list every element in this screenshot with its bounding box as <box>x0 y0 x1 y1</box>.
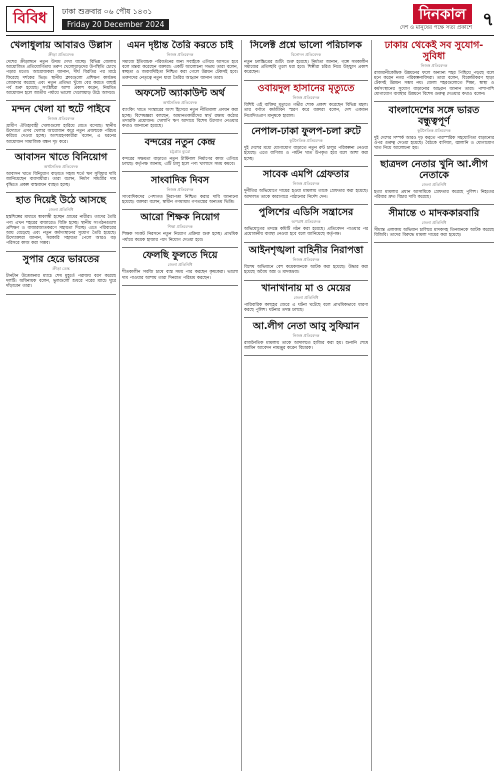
article-byline: নিজস্ব প্রতিবেদক <box>292 181 320 187</box>
article-divider <box>374 204 494 205</box>
article-body: হস্তশিল্পের মাধ্যমে স্বাবলম্বী হচ্ছেন গ্রামের নারীরা। তাদের তৈরি পণ্য এখন শহরের বাজারেও বিক্রি হচ্ছে। স্থানীয় সংগঠনগুলো প্রশিক্ষণ ও বাজারজাতকরণে সহায়তা দিচ্ছে। এতে পরিবারের আয় বেড়েছে এবং নতুন কর্মসংস্থানের সুযোগ তৈরি হয়েছে। উদ্যোক্তারা জানান, সরকারি সহায়তা পেলে আরও বড় পরিসরে কাজ করা সম্ভব। <box>6 215 116 247</box>
article <box>6 152 116 188</box>
article-byline: জেলা প্রতিনিধি <box>167 262 193 268</box>
article-headline: সিলেক্ট প্রশ্নে ভালো পরিচালক <box>250 40 362 51</box>
article-divider <box>122 171 238 172</box>
article-byline: নিজস্ব প্রতিবেদক <box>292 332 320 338</box>
article-byline: শিক্ষা প্রতিবেদক <box>167 224 193 230</box>
article-body: গ্রামীণ ঐতিহ্যবাহী খেলাগুলো হারিয়ে যেতে বসেছে। স্থানীয় উদ্যোগে এসব খেলার আয়োজন করে নতুন প্রজন্মকে পরিচয় করিয়ে দেওয়া হচ্ছে। অংশগ্রহণকারীরা বলেন, এ ধরনের আয়োজন সামাজিক বন্ধন দৃঢ় করে। <box>6 123 116 145</box>
article-body: ব্যাংকিং খাতে সংস্কারের অংশ হিসেবে নতুন নীতিমালা প্রণয়ন করা হচ্ছে। বিশেষজ্ঞরা বলছেন, আমানতকারীদের স্বার্থ রক্ষায় কঠোর তদারকি প্রয়োজন। খেলাপি ঋণ আদায়ে বিশেষ উদ্যোগ নেওয়ার কথাও জানানো হয়েছে। <box>122 108 238 129</box>
article-body: পারিবারিক কলহের জেরে এ ঘটনা ঘটেছে বলে প্রাথমিকভাবে ধারণা করছে পুলিশ। ঘটনার তদন্ত চলছে। <box>244 303 368 314</box>
article <box>6 40 116 96</box>
article-headline: সাবেক এমপি গ্রেফতার <box>262 169 350 181</box>
article-headline: নেপাল-ঢাকা ফুলপ-চলা রুটে <box>251 126 361 138</box>
page-number: ৭ <box>482 9 494 30</box>
article-divider <box>244 280 368 281</box>
article-byline: অর্থনৈতিক প্রতিবেদক <box>162 100 198 106</box>
article-headline: এমন দৃষ্টান্ত তৈরি করতে চাই <box>127 40 233 51</box>
article-headline: বন্দরের নতুন কেন্দ্র <box>144 136 216 148</box>
article-body: সমাজে ইতিবাচক পরিবর্তনের জন্য সবাইকে এগিয়ে আসতে হবে বলে মন্তব্য করেছেন বক্তারা। একটি আলোচনা সভায় তারা বলেন, স্বচ্ছতা ও জবাবদিহিতা নিশ্চিত করা গেলে উন্নয়ন টেকসই হবে। তরুণদের নেতৃত্বে নতুন ধারা তৈরির আহ্বান জানান তারা। <box>122 60 238 81</box>
article-body: আবাসন খাতে বিনিয়োগ বাড়াতে সহজ শর্তে ঋণ সুবিধার দাবি জানিয়েছেন ব্যবসায়ীরা। তারা বলেন, নির্মাণ সামগ্রীর দাম বৃদ্ধিতে প্রকল্প বাস্তবায়ন ব্যাহত হচ্ছে। <box>6 172 116 188</box>
article-headline: খেলাধুলায় আবারও উল্লাস <box>10 40 112 51</box>
article-body: অভিযোগের তদন্তে কমিটি গঠন করা হয়েছে। প্রতিবেদন পাওয়ার পর প্রয়োজনীয় ব্যবস্থা নেওয়া হবে বলে জানিয়েছে কর্তৃপক্ষ। <box>244 227 368 238</box>
column-4 <box>374 40 494 773</box>
masthead <box>400 4 472 33</box>
article-byline: ক্রীড়া ডেস্ক <box>52 266 70 272</box>
article-divider <box>374 155 494 156</box>
article-body: টানটান উত্তেজনার ম্যাচে শেষ মুহূর্তে পরাজয় বরণ করেছে দলটি। অধিনায়ক বলেন, ভুলগুলো শুধরে পরের ম্যাচে ঘুরে দাঁড়াবেন তারা। <box>6 274 116 290</box>
article-headline: আবাসন খাতে বিনিয়োগ <box>14 152 108 164</box>
article-headline: ছাত্রদল নেতার খুনি আ.লীগ নেতাকে <box>380 158 488 181</box>
article-headline: মন্দন খেলা যা হুটে পাইবে <box>11 103 111 115</box>
article <box>6 254 116 290</box>
article-byline: ক্রীড়া প্রতিবেদক <box>48 52 74 57</box>
article-byline: জেলা প্রতিনিধি <box>293 295 319 301</box>
page-header <box>6 4 494 34</box>
article-body: সীমান্ত এলাকায় অভিযান চালিয়ে মাদকসহ তিনজনকে আটক করেছে বিজিবি। তাদের বিরুদ্ধে মামলা দায়ের করা হয়েছে। <box>374 227 494 238</box>
article-byline: অপরাধ প্রতিবেদক <box>291 219 321 225</box>
article-body: দুর্নীতির অভিযোগে দায়ের হওয়া মামলায় তাকে গ্রেফতার করা হয়েছে। আদালত তাকে কারাগারে পাঠানোর নির্দেশ দেন। <box>244 189 368 200</box>
article-headline: আইনশৃঙ্খলা বাহিনীর নিরাপত্তা <box>248 245 364 257</box>
article <box>374 40 494 97</box>
article-divider <box>6 100 116 101</box>
article-headline: ঢাকায় থেকেই সব সুযোগ-সুবিধা <box>384 40 484 62</box>
article-body: সাংবাদিকদের পেশাগত নিরাপত্তা নিশ্চিত করার দাবি জানানো হয়েছে। বক্তারা বলেন, স্বাধীন গণমাধ্যম গণতন্ত্রের অন্যতম ভিত্তি। <box>122 194 238 205</box>
article-headline: সীমান্তে ৩ মাদককারবারি <box>388 207 480 219</box>
article-headline: আরো শিক্ষক নিয়োগ <box>140 212 220 224</box>
article-divider <box>244 123 368 124</box>
article-byline: নিজস্ব প্রতিবেদক <box>292 95 320 101</box>
date-bengali: ঢাকা শুক্রবার ০৬ পৌষ ১৪৩১ <box>62 7 153 16</box>
article-divider <box>6 294 116 295</box>
article-divider <box>374 242 494 243</box>
article <box>6 104 116 145</box>
article-divider <box>122 247 238 248</box>
article-headline: সাংবাদিক দিবস <box>150 174 210 186</box>
masthead-tagline: দেশ ও মানুষের পক্ষে সত্য প্রকাশে <box>399 25 472 31</box>
article-byline: কূটনৈতিক প্রতিবেদক <box>417 127 451 133</box>
article <box>122 137 238 167</box>
article-divider <box>122 133 238 134</box>
article-divider <box>6 149 116 150</box>
column-2 <box>122 40 238 773</box>
article-byline: বিনোদন প্রতিবেদক <box>290 52 322 57</box>
article-byline: নিজস্ব প্রতিবেদক <box>47 115 75 121</box>
article-byline: নিজস্ব প্রতিবেদক <box>292 257 320 263</box>
article-divider <box>6 251 116 252</box>
article-byline: অর্থনৈতিক প্রতিবেদক <box>43 164 79 170</box>
article <box>374 159 494 200</box>
article-divider <box>122 85 238 86</box>
article-divider <box>244 204 368 205</box>
article-body: দুই দেশের মধ্যে যোগাযোগ বাড়াতে নতুন রুট চালুর পরিকল্পনা নেওয়া হয়েছে। এতে বাণিজ্য ও পর্যটন খাত উপকৃত হবে বলে আশা করা হচ্ছে। <box>244 146 368 162</box>
article <box>244 283 368 313</box>
article-divider <box>244 317 368 318</box>
article-divider <box>122 209 238 210</box>
article-body: রাজনৈতিক মামলায় তাকে আদালতে হাজির করা হয়। শুনানি শেষে জামিন আবেদন নামঞ্জুর করেন বিচারক। <box>244 340 368 352</box>
article-body: দুই দেশের সম্পর্ক আরও দৃঢ় করতে পারস্পরিক সহযোগিতা বাড়ানোর ওপর গুরুত্ব দেওয়া হয়েছে। বৈঠকে বাণিজ্য, জ্বালানি ও যোগাযোগ খাত নিয়ে আলোচনা হয়। <box>374 135 494 151</box>
article-headline: ওবায়দুল হাসানের মৃত্যুতে <box>257 83 355 95</box>
article-headline: অফসেট অ্যাকাউন্ট অর্থ <box>135 88 225 100</box>
article-byline: জেলা প্রতিনিধি <box>48 207 74 213</box>
article-body: বিশিষ্ট এই ব্যক্তির মৃত্যুতে গভীর শোক প্রকাশ করেছেন বিভিন্ন মহল। তার বর্ণাঢ্য কর্মজীবন স্মরণ করে বক্তারা বলেন, দেশ একজন নিবেদিতপ্রাণ মানুষকে হারাল। <box>244 103 368 119</box>
article <box>244 83 368 119</box>
article <box>244 321 368 351</box>
article-headline: বাংলাদেশের সঙ্গে ভারত বন্ধুত্বপূর্ণ <box>388 104 480 127</box>
article <box>244 169 368 199</box>
column-divider <box>241 40 242 771</box>
article-divider <box>374 101 494 102</box>
article <box>6 195 116 246</box>
article-body: শিক্ষক সংকট নিরসনে নতুন নিয়োগ প্রক্রিয়া শুরু হচ্ছে। প্রাথমিক পর্যায়ে কয়েক হাজার পদে নিয়োগ দেওয়া হবে। <box>122 232 238 243</box>
article-byline: জেলা প্রতিনিধি <box>421 181 447 187</box>
article-divider <box>244 166 368 167</box>
article <box>122 250 238 280</box>
article-headline: ফেলছি ফুলতে দিয়ে <box>142 250 218 262</box>
article-body: বিশেষ অভিযানে বেশ কয়েকজনকে আটক করা হয়েছে। উদ্ধার করা হয়েছে অবৈধ অস্ত্র ও মাদকদ্রব্য। <box>244 265 368 276</box>
column-divider <box>371 40 372 771</box>
column-divider <box>119 40 120 771</box>
article-divider <box>244 80 368 81</box>
article <box>244 207 368 237</box>
masthead-name: দিনকাল <box>413 4 472 24</box>
article-divider <box>122 285 238 286</box>
article <box>122 88 238 129</box>
article <box>374 105 494 152</box>
article <box>374 208 494 238</box>
article <box>122 175 238 205</box>
article-body: দেশের ক্রীড়াঙ্গনে নতুন উদ্যম দেখা যাচ্ছে। বিভিন্ন জেলায় আয়োজিত প্রতিযোগিতায় তরুণ খেলোয়াড়দের উপস্থিতি চোখে পড়ার মতো। আয়োজকরা জানান, দীর্ঘ বিরতির পর মাঠে ফিরেছে দর্শকের ভিড়। স্থানীয় ক্লাবগুলো প্রশিক্ষণ কার্যক্রম জোরদার করেছে এবং নতুন প্রতিভা খুঁজে বের করতে বাছাই পর্ব শুরু হয়েছে। সংশ্লিষ্টরা আশা প্রকাশ করেন, নিয়মিত আয়োজন হলে জাতীয় পর্যায়ে ভালো খেলোয়াড় উঠে আসবে। <box>6 60 116 97</box>
header-divider <box>6 35 494 36</box>
article-headline: আ.লীগ নেতা আবু সুফিয়ান <box>252 320 360 332</box>
article-body: নতুন চলচ্চিত্রের শুটিং শুরু হয়েছে। নির্মাতা জানান, গল্পে সমকালীন সমাজের প্রতিচ্ছবি তুলে ধরা হবে। শিল্পীরা চরিত্র নিয়ে উচ্ছ্বাস প্রকাশ করেছেন। <box>244 60 368 76</box>
date-english: Friday 20 December 2024 <box>62 19 169 30</box>
article <box>122 212 238 242</box>
article-headline: সুপার হেরে ভারতের <box>22 254 100 266</box>
article-byline: জেলা প্রতিনিধি <box>421 219 447 225</box>
article-byline: নিজস্ব প্রতিবেদক <box>166 186 194 192</box>
article <box>244 126 368 162</box>
column-1 <box>6 40 116 773</box>
article <box>244 40 368 76</box>
article-divider <box>244 355 368 356</box>
article-byline: নিজস্ব প্রতিবেদক <box>166 52 194 57</box>
article <box>244 245 368 275</box>
section-label: বিবিধ <box>6 6 54 32</box>
article-body: রাজধানীকেন্দ্রিক উন্নয়নের ফলে অন্যান্য শহর পিছিয়ে পড়ছে বলে মনে করেন নগর পরিকল্পনাবিদরা। তারা বলেন, বিকেন্দ্রীকরণ ছাড়া টেকসই উন্নয়ন সম্ভব নয়। জেলা শহরগুলোতে শিক্ষা, স্বাস্থ্য ও কর্মসংস্থানের সুযোগ বাড়ানোর আহ্বান জানান তারা। পাশাপাশি যোগাযোগ ব্যবস্থার উন্নয়নে বিশেষ গুরুত্ব দেওয়ার কথাও বলেন। <box>374 71 494 97</box>
article-divider <box>244 242 368 243</box>
article-byline: কূটনৈতিক প্রতিবেদক <box>289 138 323 144</box>
article-body: বন্দরের সক্ষমতা বাড়াতে নতুন টার্মিনাল নির্মাণের কাজ এগিয়ে চলছে। কর্তৃপক্ষ জানায়, এটি চালু হলে পণ্য খালাসে সময় কমবে। <box>122 156 238 167</box>
article-headline: হাত দিয়েই উঠে আসছে <box>15 195 107 207</box>
article-body: হত্যা মামলার প্রধান আসামিকে গ্রেফতার করেছে পুলিশ। নিহতের পরিবার দ্রুত বিচার দাবি করেছে। <box>374 189 494 200</box>
article-divider <box>6 192 116 193</box>
article-byline: নিজস্ব প্রতিবেদক <box>420 63 448 68</box>
article-body: শীতকালীন সবজি চাষে ব্যস্ত সময় পার করছেন কৃষকেরা। ভালো দাম পাওয়ার আশায় তারা দিনরাত পরিশ্রম করছেন। <box>122 270 238 281</box>
article-headline: খানাখানায় মা ও মেয়ের <box>261 283 351 295</box>
article-byline: চট্টগ্রাম ব্যুরো <box>169 148 191 154</box>
article <box>122 40 238 81</box>
article-headline: পুলিশের এডিসি সন্ত্রাসের <box>258 207 354 219</box>
column-3 <box>244 40 368 773</box>
